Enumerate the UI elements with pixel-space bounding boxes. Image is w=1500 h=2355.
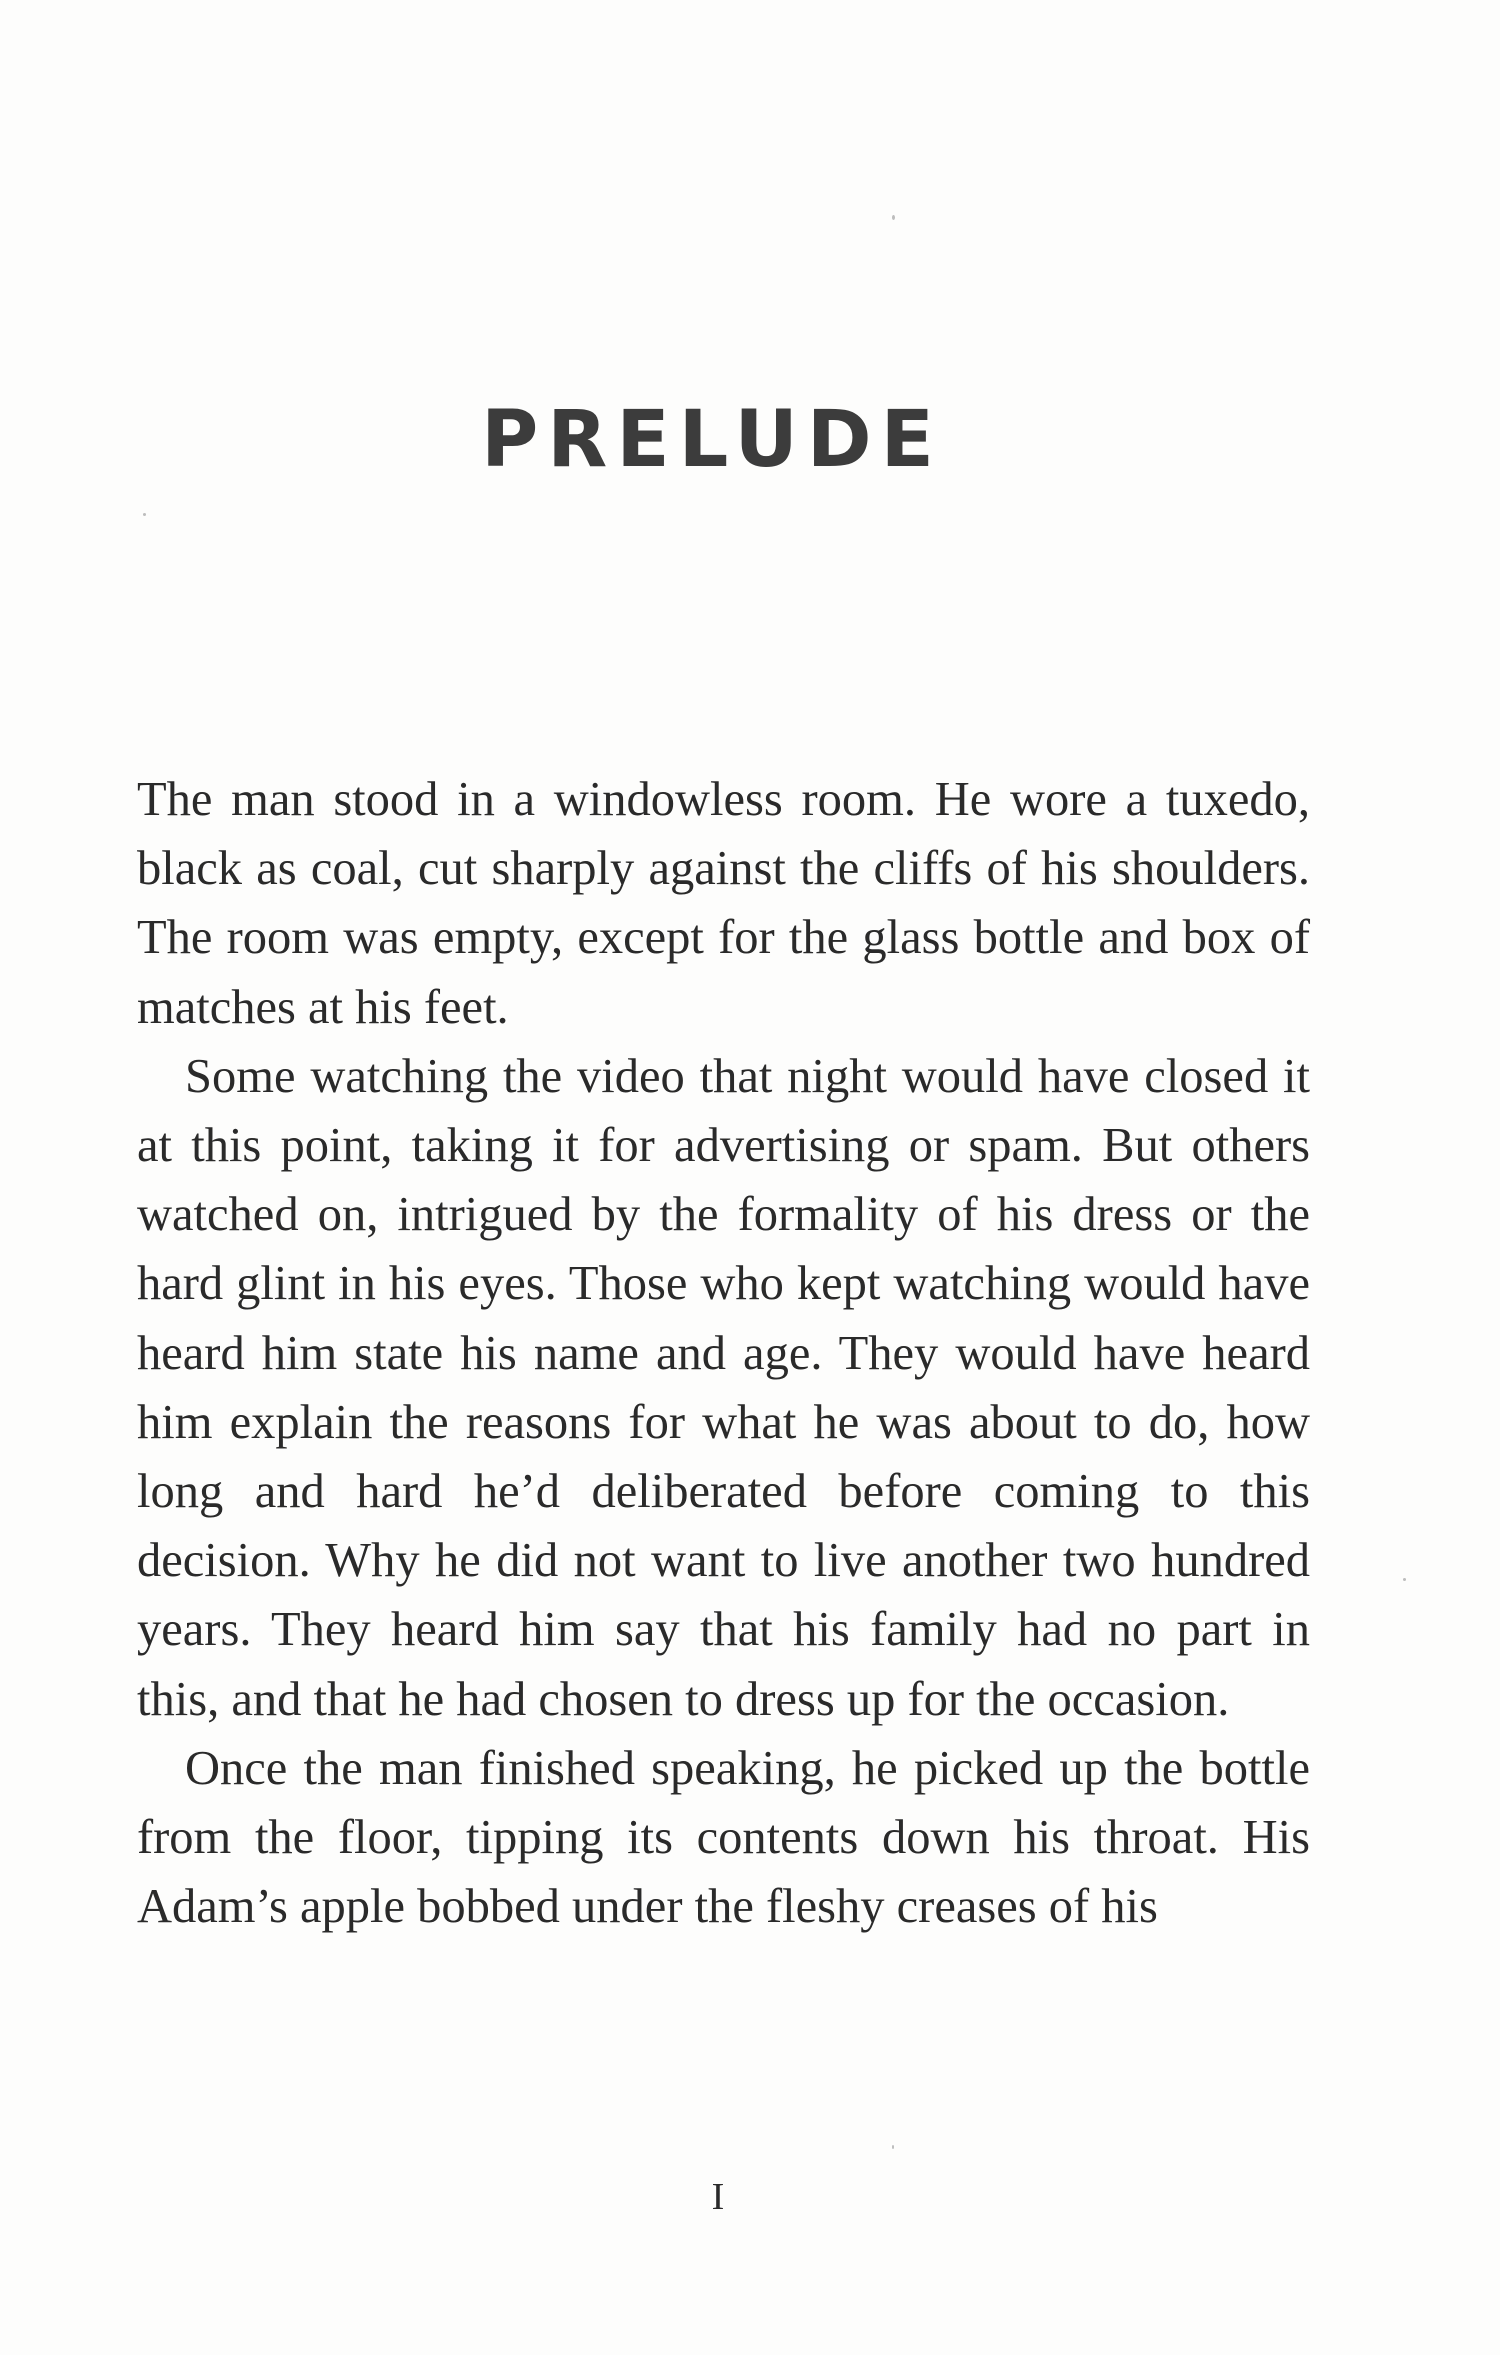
- scan-speck: [892, 215, 895, 220]
- body-text: [137, 765, 1310, 1941]
- scan-speck: [143, 513, 146, 516]
- paragraph: Some watching the video that night would have closed it at this point, taking it for advertising or spam. But others watched on, intrigued by the formality of his dress or the hard glint in his eyes. Those who kept watching would have heard him state his name and age. They would have heard him explain the reasons for what he was about to do, how long and hard he’d deliberated before coming to this decision. Why he did not want to live another two hundred years. They heard him say that his family had no part in this, and that he had chosen to dress up for the occasion.: [137, 1049, 1310, 1726]
- chapter-title: PRELUDE: [481, 395, 943, 485]
- paragraph: Once the man finished speaking, he picked up the bottle from the floor, tipping its contents down his throat. His Adam’s apple bobbed under the fleshy creases of his: [137, 1741, 1310, 1934]
- scan-speck: [1403, 1578, 1406, 1581]
- scan-speck: [892, 2145, 894, 2149]
- page-number: I: [711, 2176, 725, 2218]
- paragraph: The man stood in a windowless room. He wore a tuxedo, black as coal, cut sharply against the cliffs of his shoulders. The room was empty, except for the glass bottle and box of matches at his feet.: [137, 773, 1310, 1034]
